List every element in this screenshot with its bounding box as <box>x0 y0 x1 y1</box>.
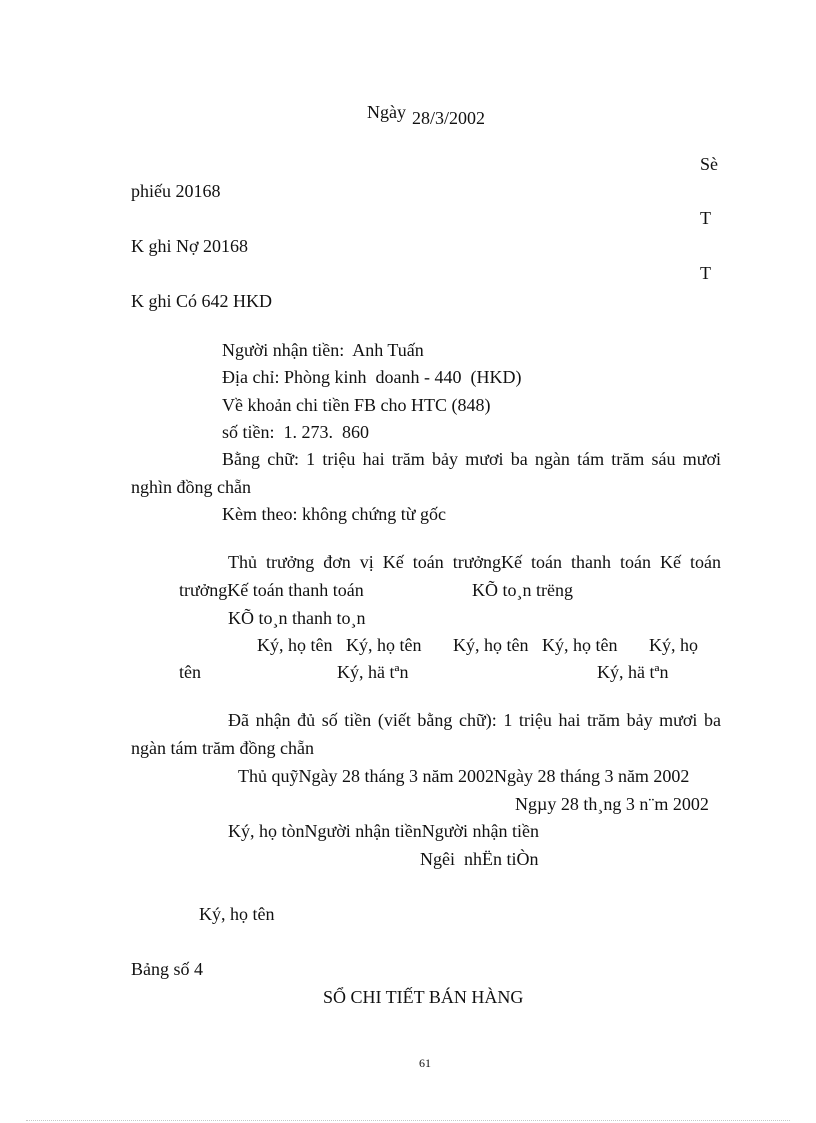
signature-titles-line2b: KÕ to¸n trëng <box>472 580 573 600</box>
reason-line: Về khoản chi tiền FB cho HTC (848) <box>222 395 491 415</box>
attachment-line: Kèm theo: không chứng từ gốc <box>222 504 446 524</box>
date-value: 28/3/2002 <box>412 108 486 128</box>
voucher-right-label-t1: T <box>700 208 711 228</box>
voucher-right-label-t2: T <box>700 263 711 283</box>
sign-name-line1: Ký, họ tên Ký, họ tên Ký, họ tên Ký, họ tên Ký, họ <box>257 635 698 655</box>
section-title: SỔ CHI TIẾT BÁN HÀNG <box>323 987 524 1007</box>
amount-in-words-line1: Bằng chữ: 1 triệu hai trăm bảy mươi ba ngàn tám trăm sáu mươi <box>222 449 721 469</box>
amount-line: số tiền: 1. 273. 860 <box>222 422 369 442</box>
date-label: Ngày <box>367 102 406 122</box>
page-bottom-divider <box>26 1120 790 1121</box>
cashier-dates-line: Thủ quỹNgày 28 tháng 3 năm 2002Ngày 28 tháng 3 năm 2002 <box>238 766 690 786</box>
voucher-right-label-so: Sè <box>700 154 718 174</box>
recipient-garbled-line: Ngêi nhËn tiÒn <box>420 849 539 869</box>
sign-name-line2b: Ký, hä tªn <box>337 662 409 682</box>
credit-account: K ghi Có 642 HKD <box>131 291 273 311</box>
voucher-number: phiếu 20168 <box>131 181 221 201</box>
sign-name-line: Ký, họ tên <box>199 904 275 924</box>
signature-titles-line3: KÕ to¸n thanh to¸n <box>228 608 366 628</box>
sign-recipients-line: Ký, họ tònNgười nhận tiềnNgười nhận tiền <box>228 821 540 841</box>
received-amount-line2: ngàn tám trăm đồng chẵn <box>131 738 314 758</box>
amount-in-words-line2: nghìn đồng chẵn <box>131 477 251 497</box>
sign-name-line2c: Ký, hä tªn <box>597 662 669 682</box>
table-label: Bảng số 4 <box>131 959 203 979</box>
sign-name-line2a: tên <box>179 662 201 682</box>
recipient-line: Người nhận tiền: Anh Tuấn <box>222 340 424 360</box>
debit-account: K ghi Nợ 20168 <box>131 236 249 256</box>
address-line: Địa chỉ: Phòng kinh doanh - 440 (HKD) <box>222 367 522 387</box>
signature-titles-line2a: trưởngKế toán thanh toán <box>179 580 364 600</box>
signature-titles-line1: Thủ trưởng đơn vị Kế toán trưởngKế toán thanh toán Kế toán <box>228 552 721 572</box>
page-number: 61 <box>419 1056 431 1070</box>
received-amount-line1: Đã nhận đủ số tiền (viết bằng chữ): 1 triệu hai trăm bảy mươi ba <box>228 710 721 730</box>
date-garbled-line: Ngµy 28 th¸ng 3 n¨m 2002 <box>515 794 709 814</box>
